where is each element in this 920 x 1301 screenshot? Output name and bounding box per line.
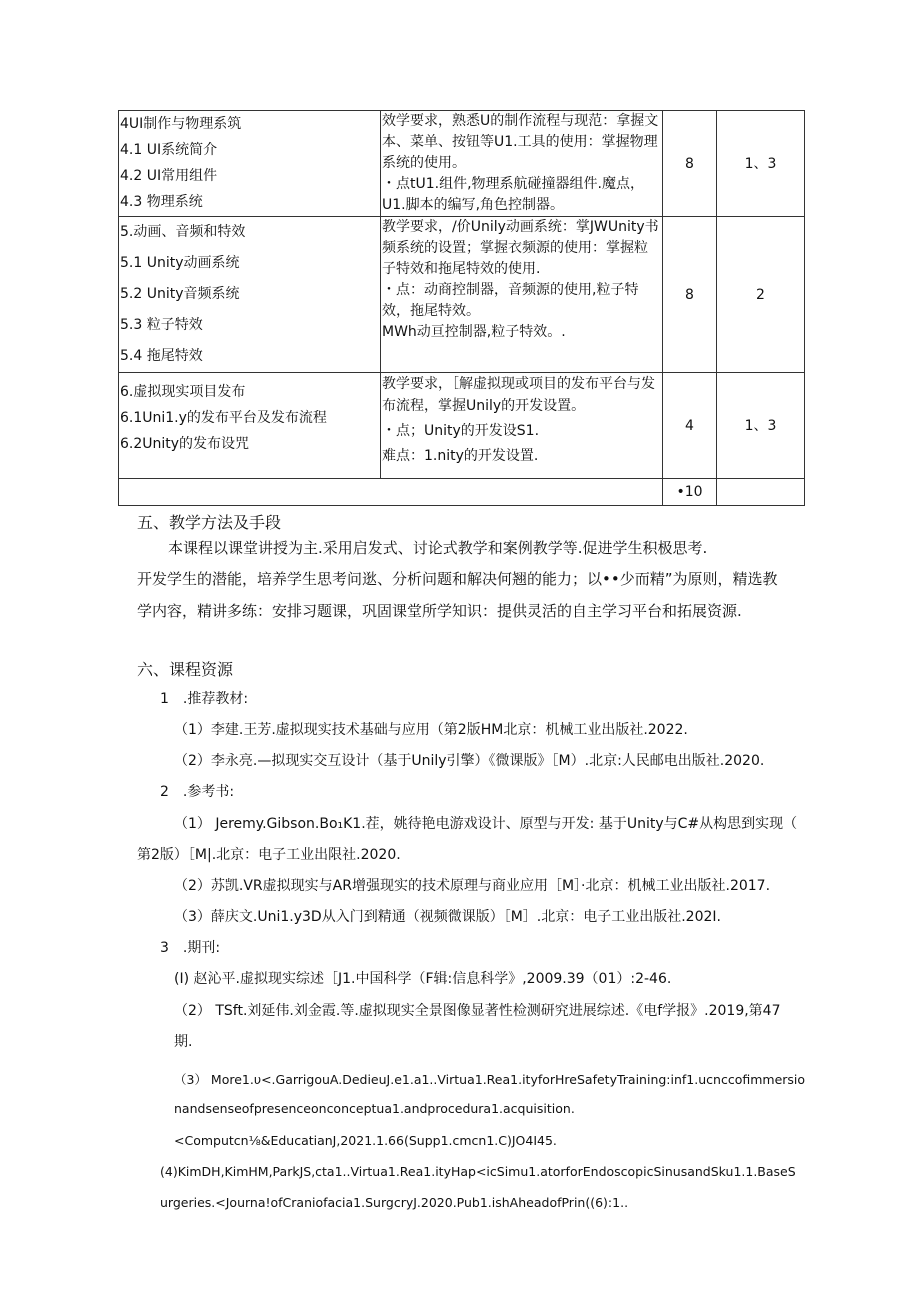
resource-entry: （3）薛庆文.Uni1.y3D从入门到精通（视频微课版）［M］.北京：电子工业出版社.202I. <box>174 909 721 925</box>
hours-cell: 8 <box>663 217 717 373</box>
hours-cell: 4 <box>663 373 717 479</box>
requirement-text: ・点；Unity的开发设S1. <box>382 423 540 439</box>
resource-entry-continued: nandsenseofpresenceonconceptua1.andprocedura1.acquisition. <box>174 1101 575 1116</box>
topic-subitem: 4.2 UI常用组件 <box>120 168 218 184</box>
requirement-text: 教学要求，［解虚拟现或项目的发布平台与发布流程，掌握Unily的开发设置。 <box>382 376 655 414</box>
requirements-cell <box>381 217 663 373</box>
topic-heading: 5.动画、音频和特效 <box>120 224 246 240</box>
table-row <box>119 111 805 217</box>
resource-entry: （2）李永亮.—拟现实交互设计（基于Unily引擎）《微课版》［M）.北京:人民邮电出版社.2020. <box>174 753 765 769</box>
topic-subitem: 5.2 Unity音频系统 <box>120 286 240 302</box>
total-empty-cell <box>717 479 805 506</box>
topic-subitem: 5.3 粒子特效 <box>120 317 203 333</box>
objectives-cell: 2 <box>717 217 805 373</box>
resource-entry: （1） Jeremy.Gibson.Bo₁K1.茬，姚待艳电游戏设计、原型与开发: 基于Unity与C#从构思到实现（ <box>174 816 798 832</box>
section-title-resources: 六、课程资源 <box>137 660 234 679</box>
resource-entry: (I) 赵沁平.虚拟现实综述［J1.中国科学（F辑:信息科学》,2009.39（01）:2-46. <box>174 971 672 987</box>
topic-cell <box>119 111 381 217</box>
objectives-cell: 1、3 <box>717 111 805 217</box>
requirement-text: ・点tU1.组件,物理系航碰撞器组件.魔点，U1.脚本的编写,角色控制器。 <box>382 176 644 213</box>
requirement-text: ・点：动商控制器，音频源的使用,粒子特效，拖尾特效。 <box>382 282 639 319</box>
methods-paragraph-line: 本课程以课堂讲授为主.采用启发式、讨论式教学和案例教学等.促进学生积极思考. <box>168 539 708 557</box>
topic-cell <box>119 217 381 373</box>
requirement-text: 教学要求，/价Unily动画系统：掌JWUnity书频系统的设置；掌握衣频源的使用：掌握粒子特效和拖尾特效的使用. <box>382 219 659 277</box>
resource-entry-continued: 期. <box>174 1034 193 1050</box>
topic-subitem: 5.4 拖尾特效 <box>120 348 203 364</box>
topic-subitem: 6.1Uni1.y的发布平台及发布流程 <box>120 410 327 426</box>
methods-paragraph-line: 开发学生的潜能，培养学生思考问逖、分析问题和解决何翘的能力；以••少而精”为原则，精选教 <box>137 570 778 588</box>
resource-entry-continued: <Computcn⅛&EducatianJ,2021.1.66(Supp1.cmcn1.C)JO4I45. <box>174 1133 557 1148</box>
table-row <box>119 217 805 373</box>
requirement-text: 效学要求，熟悉U的制作流程与现范：拿握文本、菜单、按钮等U1.工具的使用：掌握物理系统的使用。 <box>382 113 659 171</box>
resource-entry: (4)KimDH,KimHM,ParkJS,cta1..Virtua1.Rea1.ityHap<icSimu1.atorforEndoscopicSinusandSku1.1.BaseS <box>160 1164 796 1179</box>
requirement-text: MWh动亘控制器,粒子特效。. <box>382 324 566 340</box>
requirements-cell <box>381 111 663 217</box>
course-content-table <box>118 110 805 506</box>
topic-subitem: 5.1 Unity动画系统 <box>120 255 240 271</box>
objectives-cell: 1、3 <box>717 373 805 479</box>
resource-entry: （2）苏凯.VR虚拟现实与AR增强现实的技术原理与商业应用［M］·北京：机械工业出版社.2017. <box>174 878 771 894</box>
methods-paragraph-line: 学内容，精讲多练：安排习题课，巩固课堂所学知识：提供灵活的自主学习平台和拓展资源. <box>137 602 742 620</box>
requirement-text: 难点：1.nity的开发设置. <box>382 448 539 464</box>
section-title-methods: 五、教学方法及手段 <box>137 513 282 532</box>
topic-cell <box>119 373 381 479</box>
total-hours-cell: •10 <box>663 479 717 506</box>
topic-subitem: 4.1 UI系统简介 <box>120 142 218 158</box>
topic-heading: 6.虚拟现实项目发布 <box>120 384 246 400</box>
topic-subitem: 4.3 物理系统 <box>120 194 203 210</box>
resource-entry: （1）李建.王芳.虚拟现实技术基础与应用（第2版HM北京：机械工业出版社.2022. <box>174 722 688 738</box>
resource-category: 3 .期刊: <box>160 940 221 956</box>
requirements-cell <box>381 373 663 479</box>
total-label-cell <box>119 479 663 506</box>
resource-entry-continued: 第2版）［M|.北京：电子工业出限社.2020. <box>137 847 401 863</box>
resource-entry-continued: urgeries.<Journa!ofCraniofacia1.SurgcryJ.2020.Pub1.ishAheadofPrin((6):1.. <box>160 1195 629 1210</box>
table-row <box>119 373 805 479</box>
table-total-row <box>119 479 805 506</box>
resource-category: 1 .推荐教材: <box>160 691 249 707</box>
resource-entry: （3） More1.υ<.GarrigouA.DedieuJ.e1.a1..Virtua1.Rea1.ityforHreSafetyTraining:inf1.ucnccofimmersio <box>174 1072 806 1087</box>
topic-heading: 4UI制作与物理系筑 <box>120 116 242 132</box>
topic-subitem: 6.2Unity的发布设咒 <box>120 436 250 452</box>
resource-category: 2 .参考书: <box>160 784 235 800</box>
hours-cell: 8 <box>663 111 717 217</box>
resource-entry: （2） TSft.刘延伟.刘金霞.等.虚拟现实全景图像显著性检测研究进展综述.《电f学报》.2019,第47 <box>174 1003 781 1019</box>
